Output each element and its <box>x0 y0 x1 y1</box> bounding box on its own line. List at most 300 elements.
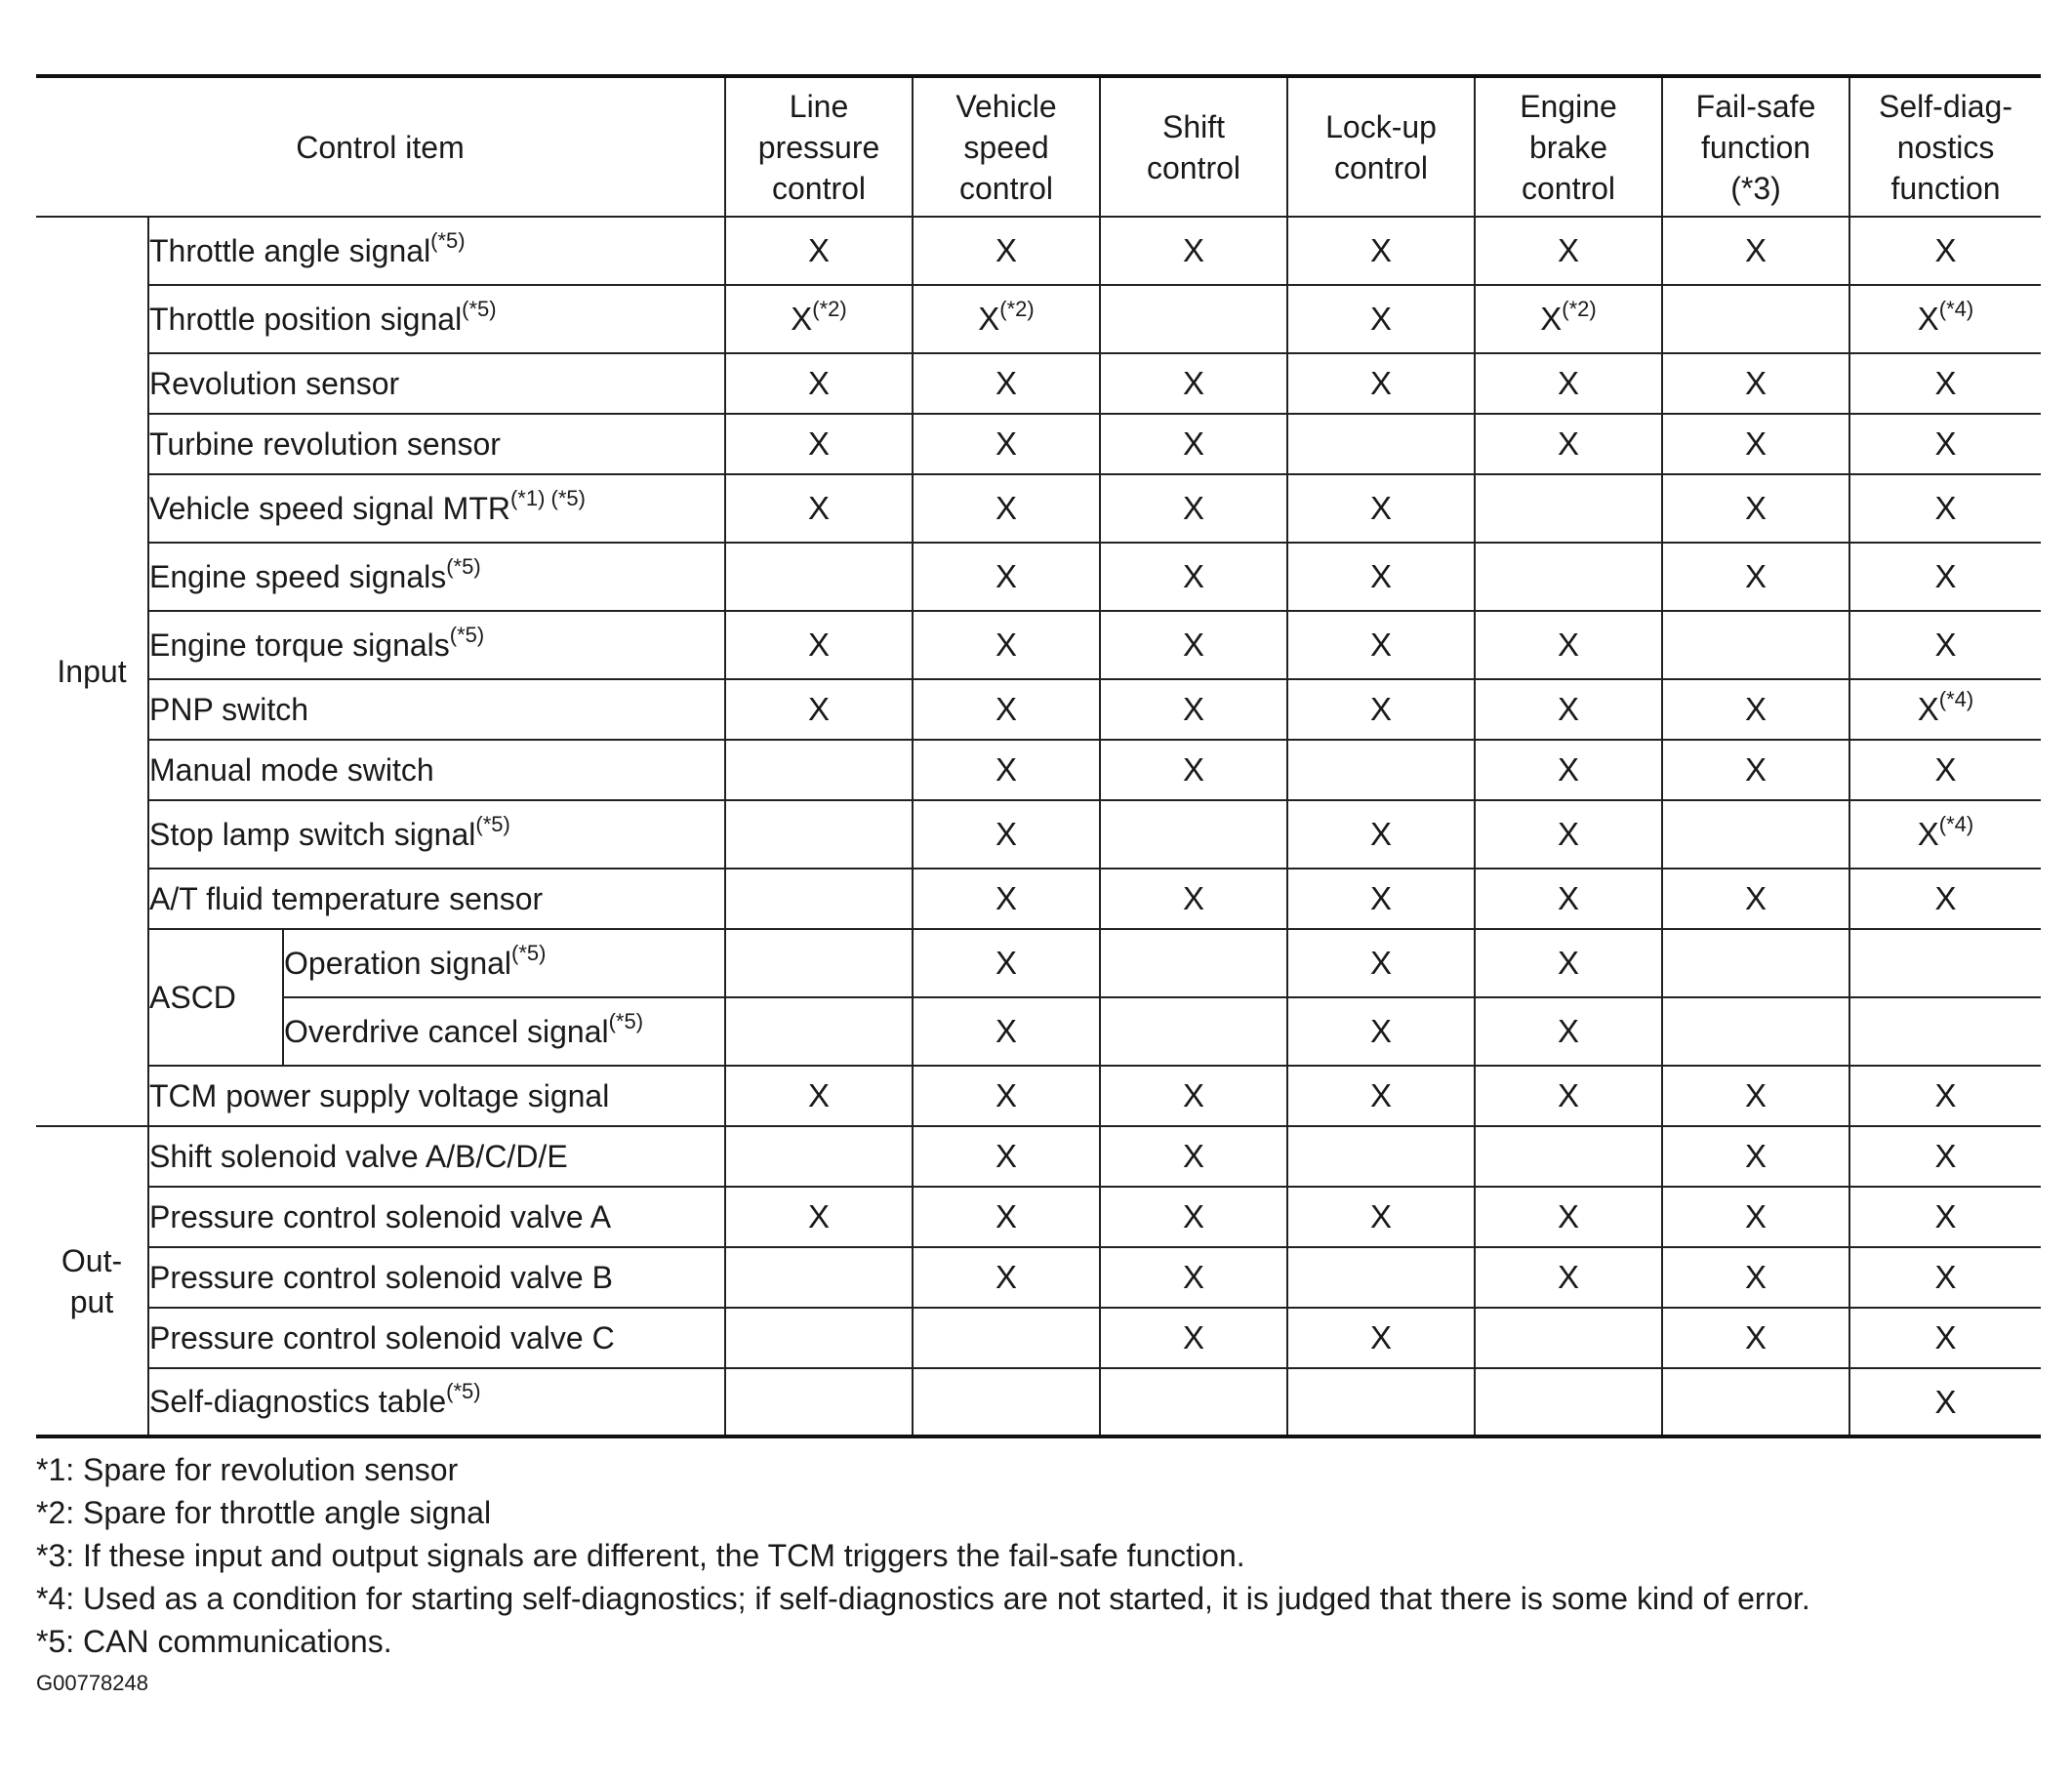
mark-cell <box>1287 1126 1475 1187</box>
check-mark: X <box>1745 1077 1767 1113</box>
mark-cell <box>1475 414 1662 474</box>
row-label <box>148 1247 725 1308</box>
table-row <box>36 679 2041 740</box>
check-mark: X <box>1558 816 1580 852</box>
mark-note: (*2) <box>812 297 847 321</box>
mark-cell <box>725 285 913 353</box>
check-mark: X <box>1183 627 1205 663</box>
table-row <box>36 353 2041 414</box>
mark-cell <box>1287 285 1475 353</box>
check-mark: X <box>1934 490 1957 526</box>
header-column-line: Shift <box>1162 108 1226 144</box>
mark-cell <box>725 1066 913 1126</box>
header-row <box>36 76 2041 217</box>
mark-cell <box>913 285 1100 353</box>
check-mark: X <box>808 232 831 268</box>
mark-cell <box>1475 679 1662 740</box>
mark-cell <box>1662 1187 1849 1247</box>
check-mark: X <box>1745 1319 1767 1355</box>
check-mark: X <box>1183 425 1205 462</box>
mark-cell <box>1662 679 1849 740</box>
header-column-line: Line <box>789 88 849 124</box>
mark-cell <box>1100 611 1287 679</box>
mark-cell <box>725 353 913 414</box>
check-mark: X <box>1917 816 1939 852</box>
row-label <box>148 1066 725 1126</box>
mark-cell <box>913 1066 1100 1126</box>
mark-cell <box>1287 1187 1475 1247</box>
check-mark: X <box>1183 1077 1205 1113</box>
mark-cell <box>913 869 1100 929</box>
check-mark: X <box>1558 751 1580 788</box>
check-mark: X <box>1558 880 1580 916</box>
row-label <box>148 543 725 611</box>
row-label-text: Throttle position signal <box>149 301 463 337</box>
check-mark: X <box>1370 301 1393 337</box>
row-label-text: Vehicle speed signal MTR <box>149 490 510 526</box>
check-mark: X <box>995 1259 1018 1295</box>
mark-cell <box>1287 869 1475 929</box>
check-mark: X <box>1917 691 1939 727</box>
mark-cell <box>725 929 913 997</box>
check-mark: X <box>1745 1198 1767 1234</box>
mark-cell <box>1849 414 2041 474</box>
row-label-text: Manual mode switch <box>149 751 434 788</box>
footnote: *2: Spare for throttle angle signal <box>36 1495 492 1530</box>
check-mark: X <box>1183 691 1205 727</box>
mark-cell <box>1475 611 1662 679</box>
mark-cell <box>1849 1126 2041 1187</box>
row-label <box>148 353 725 414</box>
mark-cell <box>913 353 1100 414</box>
group-output-line: Out- <box>61 1242 123 1278</box>
mark-cell <box>913 474 1100 543</box>
check-mark: X <box>1558 1198 1580 1234</box>
check-mark: X <box>1745 691 1767 727</box>
table-row <box>36 740 2041 800</box>
mark-cell <box>725 543 913 611</box>
row-label <box>148 414 725 474</box>
check-mark: X <box>1370 1319 1393 1355</box>
table-row <box>36 1368 2041 1436</box>
mark-cell <box>1100 1247 1287 1308</box>
mark-cell <box>725 1368 913 1436</box>
mark-cell <box>725 474 913 543</box>
mark-cell <box>1849 543 2041 611</box>
mark-cell <box>1849 1247 2041 1308</box>
check-mark: X <box>995 751 1018 788</box>
mark-cell <box>1100 1308 1287 1368</box>
row-label-text: Throttle angle signal <box>149 232 431 268</box>
row-label-note: (*5) <box>449 622 485 647</box>
mark-cell <box>1287 1368 1475 1436</box>
row-label-note: (*5) <box>446 1379 481 1403</box>
check-mark: X <box>1934 1259 1957 1295</box>
mark-cell <box>1287 997 1475 1066</box>
mark-cell <box>1662 997 1849 1066</box>
mark-cell <box>1849 474 2041 543</box>
table-row <box>36 800 2041 869</box>
header-column-line: function <box>1890 170 2001 206</box>
mark-cell <box>1849 929 2041 997</box>
header-column-6 <box>1662 76 1849 217</box>
mark-cell <box>1849 611 2041 679</box>
mark-cell <box>1475 1308 1662 1368</box>
group-input: Input <box>36 217 148 1126</box>
mark-cell <box>913 414 1100 474</box>
table-row <box>36 929 2041 997</box>
check-mark: X <box>1745 558 1767 594</box>
footnote: *5: CAN communications. <box>36 1624 392 1659</box>
row-label-text: Operation signal <box>284 945 512 981</box>
row-label-text: TCM power supply voltage signal <box>149 1077 610 1113</box>
control-item-table-figure <box>36 74 2037 1696</box>
header-column-2 <box>913 76 1100 217</box>
check-mark: X <box>995 558 1018 594</box>
check-mark: X <box>791 301 813 337</box>
mark-cell <box>1849 1368 2041 1436</box>
mark-cell <box>1100 543 1287 611</box>
header-column-line: control <box>958 170 1054 206</box>
mark-cell <box>1100 997 1287 1066</box>
header-column-line: Engine <box>1520 88 1617 124</box>
mark-cell <box>1287 929 1475 997</box>
mark-cell <box>1662 929 1849 997</box>
row-label-text: Engine torque signals <box>149 627 450 663</box>
check-mark: X <box>808 627 831 663</box>
table-row <box>36 1187 2041 1247</box>
row-label <box>148 474 725 543</box>
row-label <box>148 1308 725 1368</box>
row-label <box>283 997 725 1066</box>
check-mark: X <box>995 691 1018 727</box>
row-label <box>148 740 725 800</box>
check-mark: X <box>995 1013 1018 1049</box>
mark-cell <box>1100 1066 1287 1126</box>
row-label <box>148 1368 725 1436</box>
mark-cell <box>1849 679 2041 740</box>
check-mark: X <box>1934 627 1957 663</box>
check-mark: X <box>1745 1138 1767 1174</box>
check-mark: X <box>1183 751 1205 788</box>
check-mark: X <box>1370 490 1393 526</box>
check-mark: X <box>1917 301 1939 337</box>
row-label-note: (*5) <box>608 1008 644 1033</box>
mark-cell <box>1475 997 1662 1066</box>
group-output <box>36 1126 148 1436</box>
mark-cell <box>725 217 913 285</box>
mark-cell <box>1662 414 1849 474</box>
table-row <box>36 543 2041 611</box>
check-mark: X <box>1370 691 1393 727</box>
table-row <box>36 217 2041 285</box>
mark-cell <box>725 997 913 1066</box>
mark-cell <box>1287 740 1475 800</box>
mark-cell <box>1662 1308 1849 1368</box>
mark-cell <box>1100 929 1287 997</box>
header-column-line: control <box>1333 149 1429 185</box>
check-mark: X <box>1558 627 1580 663</box>
row-label-text: Pressure control solenoid valve A <box>149 1198 612 1234</box>
subgroup-ascd: ASCD <box>148 929 283 1066</box>
mark-cell <box>1662 611 1849 679</box>
row-label-text: Revolution sensor <box>149 365 400 401</box>
mark-cell <box>913 740 1100 800</box>
check-mark: X <box>1934 365 1957 401</box>
mark-cell <box>1849 1308 2041 1368</box>
row-label <box>148 1187 725 1247</box>
mark-cell <box>1475 217 1662 285</box>
check-mark: X <box>995 365 1018 401</box>
mark-cell <box>913 1308 1100 1368</box>
header-column-line: function <box>1700 129 1811 165</box>
footnote: *4: Used as a condition for starting self-diagnostics; if self-diagnostics are not started, it is judged that there is some kind of error. <box>36 1581 1810 1616</box>
check-mark: X <box>1183 1198 1205 1234</box>
mark-cell <box>913 929 1100 997</box>
check-mark: X <box>995 880 1018 916</box>
mark-cell <box>1475 353 1662 414</box>
check-mark: X <box>1745 751 1767 788</box>
mark-note: (*4) <box>1938 297 1974 321</box>
mark-cell <box>1849 997 2041 1066</box>
mark-cell <box>725 611 913 679</box>
mark-cell <box>1100 285 1287 353</box>
header-column-3 <box>1100 76 1287 217</box>
mark-cell <box>1475 543 1662 611</box>
group-output-line: put <box>69 1283 114 1319</box>
row-label-text: Stop lamp switch signal <box>149 816 476 852</box>
row-label <box>148 1126 725 1187</box>
mark-cell <box>1475 800 1662 869</box>
row-label <box>283 929 725 997</box>
check-mark: X <box>995 1198 1018 1234</box>
table-row <box>36 285 2041 353</box>
mark-note: (*2) <box>999 297 1035 321</box>
mark-cell <box>725 1187 913 1247</box>
row-label <box>148 611 725 679</box>
check-mark: X <box>808 490 831 526</box>
check-mark: X <box>995 816 1018 852</box>
check-mark: X <box>1558 1259 1580 1295</box>
mark-cell <box>1662 800 1849 869</box>
header-column-line: Self-diag- <box>1879 88 2012 124</box>
check-mark: X <box>1558 1077 1580 1113</box>
mark-cell <box>913 1126 1100 1187</box>
mark-cell <box>1662 474 1849 543</box>
check-mark: X <box>1183 558 1205 594</box>
mark-cell <box>1287 543 1475 611</box>
mark-cell <box>1849 740 2041 800</box>
table-row <box>36 474 2041 543</box>
figure-code: G00778248 <box>36 1671 148 1695</box>
mark-cell <box>1475 1066 1662 1126</box>
check-mark: X <box>1745 425 1767 462</box>
check-mark: X <box>1934 1077 1957 1113</box>
check-mark: X <box>1558 232 1580 268</box>
row-label-text: Turbine revolution sensor <box>149 425 501 462</box>
check-mark: X <box>1745 232 1767 268</box>
check-mark: X <box>1934 1138 1957 1174</box>
mark-cell <box>1287 414 1475 474</box>
mark-cell <box>1100 474 1287 543</box>
check-mark: X <box>995 1077 1018 1113</box>
row-label-note: (*1) (*5) <box>509 485 586 510</box>
check-mark: X <box>1370 627 1393 663</box>
check-mark: X <box>808 691 831 727</box>
row-label <box>148 800 725 869</box>
row-label <box>148 679 725 740</box>
mark-cell <box>1849 217 2041 285</box>
control-item-table <box>36 74 2041 1438</box>
mark-cell <box>1662 1247 1849 1308</box>
mark-cell <box>1662 543 1849 611</box>
row-label-note: (*5) <box>475 811 510 836</box>
check-mark: X <box>1370 1198 1393 1234</box>
mark-cell <box>1287 800 1475 869</box>
mark-cell <box>1287 1308 1475 1368</box>
header-column-line: brake <box>1528 129 1608 165</box>
row-label <box>148 869 725 929</box>
check-mark: X <box>1540 301 1563 337</box>
mark-cell <box>725 679 913 740</box>
check-mark: X <box>1183 1319 1205 1355</box>
check-mark: X <box>808 365 831 401</box>
mark-cell <box>1475 740 1662 800</box>
check-mark: X <box>1934 751 1957 788</box>
mark-cell <box>725 1126 913 1187</box>
check-mark: X <box>1745 365 1767 401</box>
mark-cell <box>1662 285 1849 353</box>
mark-cell <box>1287 217 1475 285</box>
check-mark: X <box>1370 1013 1393 1049</box>
mark-cell <box>1662 353 1849 414</box>
mark-cell <box>725 800 913 869</box>
mark-cell <box>913 1247 1100 1308</box>
row-label-text: Self-diagnostics table <box>149 1384 447 1419</box>
mark-cell <box>1100 217 1287 285</box>
mark-cell <box>1475 474 1662 543</box>
check-mark: X <box>1370 880 1393 916</box>
table-row <box>36 1126 2041 1187</box>
header-column-line: control <box>771 170 867 206</box>
check-mark: X <box>1934 880 1957 916</box>
row-label-text: Overdrive cancel signal <box>284 1013 609 1049</box>
mark-cell <box>725 1308 913 1368</box>
mark-cell <box>913 611 1100 679</box>
check-mark: X <box>1934 558 1957 594</box>
mark-cell <box>913 1368 1100 1436</box>
mark-cell <box>913 543 1100 611</box>
mark-cell <box>1849 285 2041 353</box>
header-column-line: Lock-up <box>1325 108 1437 144</box>
row-label-text: Shift solenoid valve A/B/C/D/E <box>149 1138 568 1174</box>
check-mark: X <box>1558 691 1580 727</box>
mark-cell <box>1662 869 1849 929</box>
table-row <box>36 869 2041 929</box>
mark-cell <box>1475 285 1662 353</box>
check-mark: X <box>1183 232 1205 268</box>
mark-cell <box>1662 1126 1849 1187</box>
check-mark: X <box>1183 365 1205 401</box>
header-column-line: nostics <box>1896 129 1995 165</box>
mark-cell <box>1475 929 1662 997</box>
mark-cell <box>1100 414 1287 474</box>
row-label <box>148 217 725 285</box>
mark-cell <box>1287 1247 1475 1308</box>
check-mark: X <box>1183 1259 1205 1295</box>
table-row <box>36 414 2041 474</box>
footnote: *3: If these input and output signals are different, the TCM triggers the fail-safe function. <box>36 1538 1245 1573</box>
mark-cell <box>913 217 1100 285</box>
check-mark: X <box>995 945 1018 981</box>
check-mark: X <box>978 301 1000 337</box>
check-mark: X <box>1934 232 1957 268</box>
mark-cell <box>1100 353 1287 414</box>
mark-note: (*4) <box>1938 687 1974 711</box>
header-column-7 <box>1849 76 2041 217</box>
table-row <box>36 1066 2041 1126</box>
check-mark: X <box>1370 1077 1393 1113</box>
mark-cell <box>725 740 913 800</box>
mark-cell <box>1849 1187 2041 1247</box>
check-mark: X <box>808 1198 831 1234</box>
mark-cell <box>1849 869 2041 929</box>
mark-cell <box>1287 353 1475 414</box>
check-mark: X <box>808 425 831 462</box>
check-mark: X <box>1745 1259 1767 1295</box>
table-row <box>36 1308 2041 1368</box>
check-mark: X <box>1183 490 1205 526</box>
check-mark: X <box>1558 425 1580 462</box>
check-mark: X <box>1370 558 1393 594</box>
table-body <box>36 217 2041 1436</box>
row-label-text: PNP switch <box>149 691 309 727</box>
row-label-note: (*5) <box>446 553 481 579</box>
mark-cell <box>1662 740 1849 800</box>
check-mark: X <box>1745 490 1767 526</box>
check-mark: X <box>995 490 1018 526</box>
table-row <box>36 611 2041 679</box>
mark-cell <box>1100 869 1287 929</box>
header-column-line: (*3) <box>1730 170 1781 206</box>
header-column-line: control <box>1521 170 1616 206</box>
row-label <box>148 285 725 353</box>
check-mark: X <box>1370 232 1393 268</box>
mark-cell <box>725 414 913 474</box>
check-mark: X <box>1558 1013 1580 1049</box>
check-mark: X <box>1370 365 1393 401</box>
header-column-1 <box>725 76 913 217</box>
header-column-line: pressure <box>757 129 880 165</box>
header-column-4 <box>1287 76 1475 217</box>
mark-cell <box>1100 1126 1287 1187</box>
mark-cell <box>1287 679 1475 740</box>
row-label-text: Pressure control solenoid valve B <box>149 1259 613 1295</box>
mark-cell <box>1475 1247 1662 1308</box>
mark-note: (*2) <box>1562 297 1597 321</box>
table-row <box>36 997 2041 1066</box>
check-mark: X <box>1183 1138 1205 1174</box>
check-mark: X <box>1558 945 1580 981</box>
footnote: *1: Spare for revolution sensor <box>36 1452 459 1487</box>
check-mark: X <box>808 1077 831 1113</box>
mark-cell <box>1287 611 1475 679</box>
row-label-note: (*5) <box>430 227 466 253</box>
mark-cell <box>1849 800 2041 869</box>
check-mark: X <box>1934 1383 1957 1420</box>
mark-cell <box>1100 1368 1287 1436</box>
table-row <box>36 1247 2041 1308</box>
